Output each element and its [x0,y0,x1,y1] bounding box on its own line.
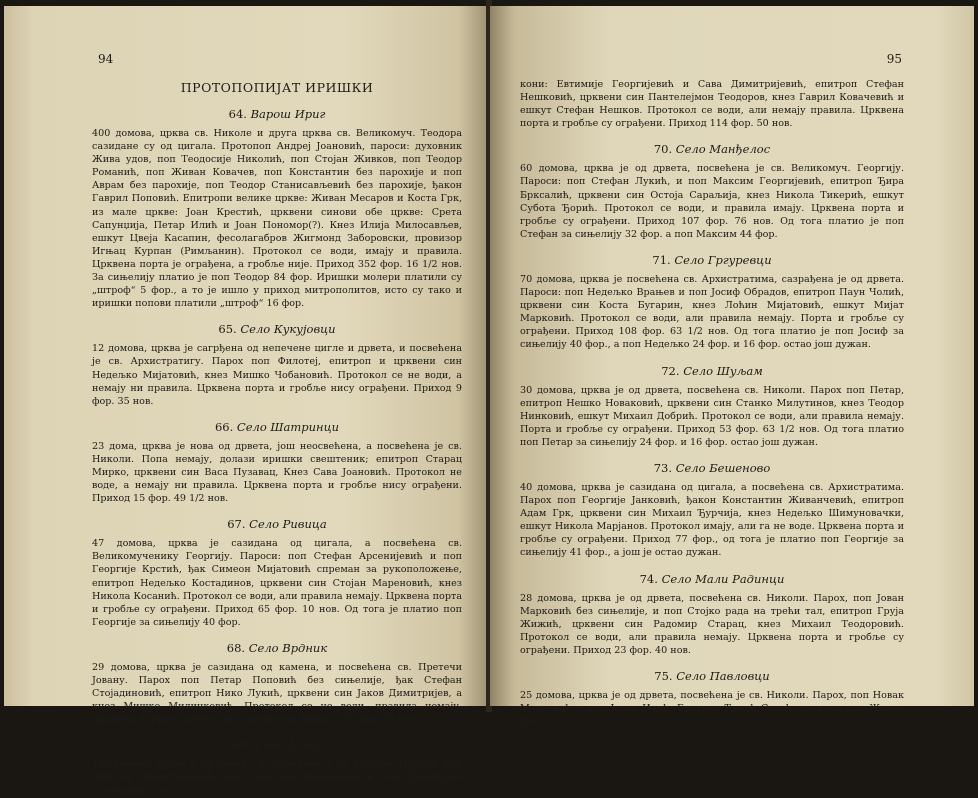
section-place-name: Варош Ириг [250,107,326,121]
section-number: 71. [652,252,671,267]
section-number: 69. [233,738,252,753]
section-heading [520,461,904,475]
chapter-title: ПРОТОПОПИЈАТ ИРИШКИ [180,80,374,95]
section-heading [92,641,462,655]
section-paragraph: 70 домова, црква је посвећена св. Архистратима, сазрађена је од дрвета. Пароси: поп Недељко Врањев и поп Јосиф Обрадов, епитроп Паун Чолић, црквени син Коста Бугарин, кнез Лоћин Мијатовић, ешкут Мијат Марковић. Протокол се води, али правила немају. Порта и гробље су ограђени. Приход 108 фор. 63 1/2 нов. Од тога платио је поп Јосиф за сињелију 40 фор., а поп Недељко 24 фор. и 16 фор. остао још дужан. [520,273,904,351]
section-place-name: Село Бешеново [675,460,771,475]
section-heading [92,322,462,336]
section-heading [520,253,904,267]
section-place-name: Село Шуљам [683,363,763,378]
section-place-name: Село Павловци [676,669,770,683]
section-number: 72. [661,363,680,378]
section-heading [520,572,904,586]
page-number: 95 [886,52,902,66]
left-page [4,6,488,797]
section-paragraph: 60 домова, црква је од дрвета, посвећена је св. Великомуч. Георгију. Пароси: поп Стефан Лукић, и поп Максим Георгијевић, епитроп Ђира Брксалић, црквени син Остоја Сараљија, кнез Никола Тикерић, ешкут Субота Ђорић. Протокол се води, и правила имају. Црквена порта и гробље су ограђени. Приход 107 фор. 76 нов. Од тога платио је поп Стефан за сињелију 32 фор. а поп Максим 44 фор. [520,163,904,240]
section-heading [520,142,904,156]
section-place-name: Село Гргуревци [674,252,772,267]
section-paragraph: 30 домова, црква је од дрвета, посвећена св. Николи. Парох поп Петар, епитроп Нешко Новаковић, црквени син Станко Милутинов, кнез Теодор Нинковић, ешкут Михаил Добрић. Протокол се води, али правила немају. Порта и гробље су ограђени. Приход 53 фор. 63 1/2 нов. Од тога платио поп Петар за сињелију 24 фор. и 16 фор. остао још дужан. [520,384,904,448]
section-number: 75. [654,669,673,683]
section-paragraph: 23 дома, црква је нова од дрвета, још неосвећена, а посвећена је св. Николи. Попа немају, долази иришки свештеник; епитроп Старац Мирко, црквени син Васа Пузавац, Кнез Сава Јоановић. Протокол не воде, а немају ни правила. Црквена порта и гробље нису ограђени. Приход 15 фор. 49 1/2 нов. [92,440,462,505]
section-number: 65. [218,322,237,337]
left-sections [92,107,462,798]
right-page [490,6,974,728]
section-place-name: Село Јазак [255,738,321,753]
section-paragraph: 12 домова, црква је сагрђена од непечене цигле и дрвета, и посвећена је св. Архистратигу. Парох поп Филотеј, епитроп и црквени син Недељко Мијатовић, кнез Мишко Чобановић. Протокол се не води, а немају ни правила. Црквена порта и гробље нису ограђени. Приход 9 фор. 35 нов. [92,343,462,407]
section-number: 64. [228,107,247,121]
section-paragraph: 130 домова, црква је од камена, и посвећена је св. Николи. Пароси: поп Николај Димитријевић, поп Недељко Новаковић и поп Димитрије Солуновић, ђа- [92,759,462,797]
section-heading [92,107,462,121]
section-number: 67. [227,517,246,532]
section-paragraph: 40 домова, црква је сазидана од цигала, а посвећена св. Архистратима. Парох поп Георгије Јанковић, ђакон Константин Живанчевић, епитроп Адам Грк, црквени син Михаил Ђурчија, кнез Недељко Шимуновачки, ешкут Никола Марјанов. Протокол имају, али га не воде. Црквена порта и гробље су ограђени. Приход 77 фор., од тога је платио поп Георгије за сињелију 41 фор., а још је остао дужан. [520,481,904,559]
section-paragraph: 25 домова, црква је од дрвета, посвећена је св. Николи. Парох, поп Новак Марковић и поп Јован Илић. Епитроп Ђурађ Савић, црквени син Живан Да- [520,690,904,728]
section-place-name: Село Шатринци [236,419,340,434]
section-heading [520,364,904,378]
right-sections [520,142,904,728]
section-number: 70. [653,142,673,157]
section-number: 73. [653,460,673,475]
section-place-name: Село Манђелос [675,142,771,157]
section-paragraph: 47 домова, црква је сазидана од цигала, а посвећена св. Великомученику Георгију. Пароси: поп Стефан Арсенијевић и поп Георгије Крстић, ђак Симеон Мијатовић спреман за рукоположење, епитроп Недељко Костадинов, црквени син Стојан Мареновић, кнез Никола Косанић. Протокол се води, али правила немају. Црквена порта и гробље су ограђени. Приход 65 фор. 10 нов. Од тога је платио поп Георгије за сињелију 40 фор. [92,538,462,628]
section-heading [92,420,462,434]
section-place-name: Село Мали Радинци [661,571,785,586]
section-place-name: Село Ривица [249,517,327,532]
section-place-name: Село Кукујовци [240,322,336,337]
section-number: 66. [214,419,234,434]
section-heading [92,517,462,531]
section-heading [92,738,462,752]
section-place-name: Село Врдник [248,640,328,655]
section-paragraph: 28 домова, црква је од дрвета, посвећена св. Николи. Парох, поп Јован Марковић без сињелије, и поп Стојко рада на трећи тал, епитроп Груја Жижић, црквени син Радомир Старац, кнез Михаил Теодоровић. Протокол се води, али правила немају. Црквена порта и гробље су ограђени. Приход 23 фор. 40 нов. [520,592,904,656]
section-paragraph: 400 домова, црква св. Николе и друга црква св. Великомуч. Теодора сазидане су од цигала. Протопоп Андреј Јоановић, пароси: духовник Жива удов, поп Теодосије Николић, поп Стојан Живков, поп Теодор Романић, поп Живан Ковачев, поп Константин без парохије и поп Аврам без парохије, поп Теодор Станисављевић без парохије, ђакон Гаврил Поповић. Епитропи велике цркве: Живан Месаров и Коста Грк, из мале цркве: Јоан Крестић, црквени синови обе цркве: Срета Сапунџија, Петар Илић и Јоан Пономор(?). Кнез Илија Милосављев, ешкут Цвеја Касапин, фесолагабров Жигмонд Заборовски, провизор Игњац Курпан (Римљанин). Протокол се води, имају и правила. Црквена порта је ограђена, а гробље није. Приход 352 фор. 16 1/2 нов. За сињелију платио је поп Теодор 84 фор. Иришки молери платили су „штроф“ 5 фор., а то је ишло у приход митрополитов, исто су тако и иришки попови платили „штроф“ 16 фор. [92,128,462,310]
section-paragraph: 29 домова, црква је сазидана од камена, и посвећена св. Претечи Јовану. Парох поп Петар Поповић без сињелије, ђак Стефан Стојадиновић, епитроп Нико Лукић, црквени син Јаков Димитријев, а кнез Мишко Милинковић. Протокол се не води, правила немају. Црквена порта и гробље нису ограђени. Приход 35 фор. 58 нов. [92,661,462,726]
section-number: 74. [639,571,658,586]
continued-paragraph: кони: Евтимије Георгијевић и Сава Димитријевић, епитроп Стефан Нешковић, црквени син Пантелејмон Теодоров, кнез Гаврил Ковачевић и ешкут Стефан Нешков. Протокол се води, али немају правила. Црквена порта и гробље су ограђени. Приход 114 фор. 50 нов. [520,79,904,130]
page-number: 94 [98,52,114,66]
section-number: 68. [226,640,246,655]
section-heading [520,669,904,683]
